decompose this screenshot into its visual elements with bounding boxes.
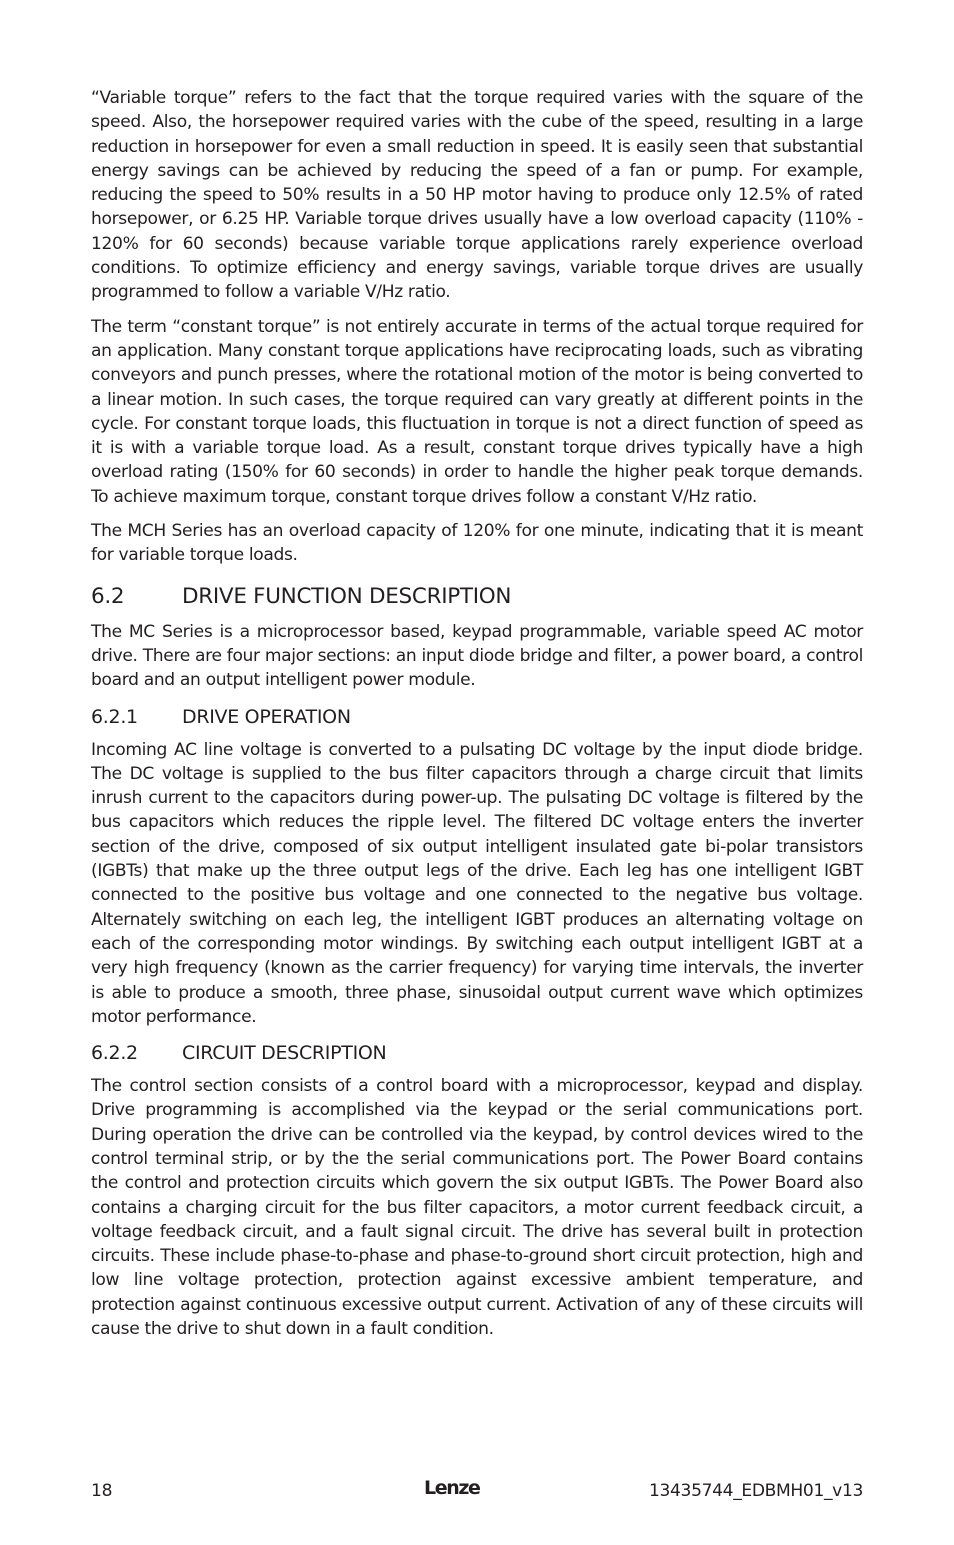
section-title: DRIVE FUNCTION DESCRIPTION — [182, 583, 512, 609]
paragraph-variable-torque: “Variable torque” refers to the fact that the torque required varies with the square of the speed. Also, the horsepower required varies with the cube of the speed, resulting in a large reduction in horsepower for even a small reduction in speed. It is easily seen that substantial energy savings can be achieved by reducing the speed of a fan or pump. For example, reducing the speed to 50% results in a 50 HP motor having to produce only 12.5% of rated horsepower, or 6.25 HP. Variable torque drives usually have a low overload capacity (110% - 120% for 60 seconds) because variable torque applications rarely experience overload conditions. To optimize efficiency and energy savings, variable torque drives are usually programmed to follow a variable V/Hz ratio. — [91, 88, 863, 303]
page-footer — [91, 1478, 863, 1504]
paragraph-drive-operation: Incoming AC line voltage is converted to a pulsating DC voltage by the input diode bridge. The DC voltage is supplied to the bus filter capacitors through a charge circuit that limits inrush current to the capacitors during power-up. The pulsating DC voltage is filtered by the bus capacitors which reduces the ripple level. The filtered DC voltage enters the inverter section of the drive, composed of six output intelligent insulated gate bi-polar transistors (IGBTs) that make up the three output legs of the drive. Each leg has one intelligent IGBT connected to the positive bus voltage and one connected to the negative bus voltage. Alternately switching on each leg, the intelligent IGBT produces an alternating voltage on each of the corresponding motor windings. By switching each output intelligent IGBT at a very high frequency (known as the carrier frequency) for varying time intervals, the inverter is able to produce a smooth, three phase, sinusoidal output current wave which optimizes motor performance. — [91, 739, 863, 1027]
paragraph-circuit-description: The control section consists of a control board with a microprocessor, keypad and display. Drive programming is accomplished via the keypad or the serial communications port. During operation the drive can be controlled via the keypad, by control devices wired to the control terminal strip, or by the the serial communications port. The Power Board contains the control and protection circuits which govern the six output IGBTs. The Power Board also contains a charging circuit for the bus filter capacitors, a motor current feedback circuit, a voltage feedback circuit, and a fault signal circuit. The drive has several built in protection circuits. These include phase-to-phase and phase-to-ground short circuit protection, high and low line voltage protection, protection against excessive ambient temperature, and protection against continuous excessive output current. Activation of any of these circuits will cause the drive to shut down in a fault condition. — [91, 1076, 863, 1340]
paragraph-constant-torque: The term “constant torque” is not entirely accurate in terms of the actual torque required for an application. Many constant torque applications have reciprocating loads, such as vibrating conveyors and punch presses, where the rotational motion of the motor is being converted to a linear motion. In such cases, the torque required can vary greatly at different points in the cycle. For constant torque loads, this fluctuation in torque is not a direct function of speed as it is with a variable torque load. As a result, constant torque drives typically have a high overload rating (150% for 60 seconds) in order to handle the higher peak torque demands. To achieve maximum torque, constant torque drives follow a constant V/Hz ratio. — [91, 316, 863, 507]
section-title: CIRCUIT DESCRIPTION — [182, 1042, 387, 1065]
heading-circuit-description — [91, 1040, 863, 1066]
section-number: 6.2 — [91, 583, 125, 609]
heading-drive-function-description — [91, 583, 863, 611]
paragraph-drive-function: The MC Series is a microprocessor based, keypad programmable, variable speed AC motor drive. There are four major sections: an input diode bridge and filter, a power board, a control board and an output intelligent power module. — [91, 621, 863, 691]
section-number: 6.2.1 — [91, 705, 138, 728]
document-id: 13435744_EDBMH01_v13 — [648, 1481, 863, 1501]
heading-drive-operation — [91, 704, 863, 730]
paragraph-mch-overload: The MCH Series has an overload capacity of 120% for one minute, indicating that it is meant for variable torque loads. — [91, 521, 863, 566]
page-content — [91, 86, 863, 1351]
section-title: DRIVE OPERATION — [182, 705, 351, 728]
section-number: 6.2.2 — [91, 1042, 138, 1065]
lenze-logo: Lenze — [424, 1477, 480, 1499]
page-number: 18 — [91, 1481, 113, 1501]
